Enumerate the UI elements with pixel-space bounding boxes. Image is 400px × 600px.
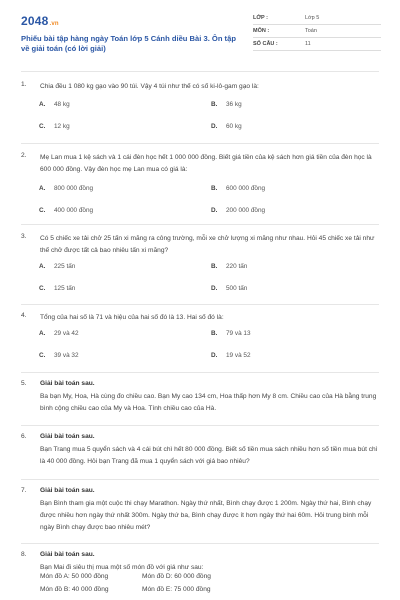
question-number: 7. [21, 487, 27, 494]
option-letter: A. [39, 263, 46, 270]
option-d[interactable] [208, 121, 368, 135]
option-letter: D. [211, 207, 218, 214]
option-letter: D. [211, 123, 218, 130]
meta-subject [253, 25, 381, 38]
option-letter: A. [39, 185, 46, 192]
divider [21, 425, 379, 426]
question-text: Có 5 chiếc xe tải chở 25 tấn xi măng ra công trường, mỗi xe chở lượng xi măng như nhau. Hỏi 45 chiếc xe tải như thế chở được tất cả bao nhiêu tấn xi măng? [40, 235, 375, 254]
divider [21, 372, 379, 373]
option-value: 60 kg [226, 123, 242, 130]
option-d[interactable] [208, 350, 368, 364]
option-value: 79 và 13 [226, 330, 251, 337]
option-b[interactable] [208, 183, 368, 197]
question-body: Bạn Bình tham gia một cuộc thi chạy Marathon. Ngày thứ nhất, Bình chạy được 1 200m. Ngày thứ hai, Bình chạy được nhiều hơn ngày thứ nhất 300m. Ngày thứ ba, Bình chạy được ít hơn ngày thứ hai 60m. Hỏi trung bình mỗi ngày Bình chạy được bao nhiêu mét? [40, 500, 372, 531]
question-heading: Giải bài toán sau. [40, 380, 95, 387]
site-logo[interactable] [21, 14, 59, 28]
question-number: 3. [21, 233, 27, 240]
divider [21, 543, 379, 544]
meta-grade-label: LỚP : [253, 15, 268, 21]
question-heading: Giải bài toán sau. [40, 551, 95, 558]
option-value: 200 000 đồng [226, 207, 266, 214]
option-letter: B. [211, 263, 218, 270]
price-item: Món đồ E: 75 000 đồng [142, 586, 211, 593]
option-a[interactable] [36, 328, 196, 342]
question-body: Bạn Mai đi siêu thị mua một số món đồ với giá như sau: [40, 564, 204, 571]
option-value: 29 và 42 [54, 330, 79, 337]
option-value: 220 tấn [226, 263, 248, 270]
option-a[interactable] [36, 99, 196, 113]
worksheet-title: Phiếu bài tập hàng ngày Toán lớp 5 Cánh diều Bài 3. Ôn tập về giải toán (có lời giải) [21, 34, 236, 53]
meta-question-count [253, 38, 381, 51]
option-value: 48 kg [54, 101, 70, 108]
option-b[interactable] [208, 99, 368, 113]
option-c[interactable] [36, 205, 196, 219]
option-letter: D. [211, 285, 218, 292]
option-value: 19 và 52 [226, 352, 251, 359]
option-value: 500 tấn [226, 285, 248, 292]
logo-text: 2048 [21, 14, 49, 28]
option-d[interactable] [208, 283, 368, 297]
option-c[interactable] [36, 350, 196, 364]
option-letter: A. [39, 101, 46, 108]
option-letter: B. [211, 330, 218, 337]
option-value: 12 kg [54, 123, 70, 130]
option-value: 39 và 32 [54, 352, 79, 359]
question-body: Bạn Trang mua 5 quyển sách và 4 cái bút chì hết 80 000 đồng. Biết số tiền mua sách nhiều hơn số tiền mua bút chì là 40 000 đồng. Hỏi bạn Trang đã mua 1 quyển sách với giá bao nhiêu? [40, 446, 378, 465]
option-value: 36 kg [226, 101, 242, 108]
option-c[interactable] [36, 121, 196, 135]
meta-grade-value: Lớp 5 [305, 15, 320, 21]
option-letter: B. [211, 185, 218, 192]
divider [21, 479, 379, 480]
option-letter: C. [39, 207, 46, 214]
price-item: Món đồ B: 40 000 đồng [40, 586, 109, 593]
divider [21, 224, 379, 225]
option-c[interactable] [36, 283, 196, 297]
divider [21, 143, 379, 144]
option-letter: C. [39, 123, 46, 130]
option-d[interactable] [208, 205, 368, 219]
option-value: 800 000 đồng [54, 185, 94, 192]
question-number: 1. [21, 81, 27, 88]
question-text: Chia đều 1 080 kg gạo vào 90 túi. Vậy 4 túi như thế có số ki-lô-gam gạo là: [40, 83, 259, 90]
question-number: 4. [21, 312, 27, 319]
question-number: 2. [21, 152, 27, 159]
price-item: Món đồ A: 50 000 đồng [40, 573, 109, 580]
question-text: Mẹ Lan mua 1 kệ sách và 1 cái đèn học hết 1 000 000 đồng. Biết giá tiền của kệ sách hơn giá tiền của đèn học là 600 000 đồng. Vậy đèn học mẹ Lan mua có giá là: [40, 154, 372, 173]
question-number: 8. [21, 551, 27, 558]
option-value: 600 000 đồng [226, 185, 266, 192]
question-text: Tổng của hai số là 71 và hiệu của hai số đó là 13. Hai số đó là: [40, 314, 224, 321]
divider [21, 304, 379, 305]
option-b[interactable] [208, 328, 368, 342]
logo-suffix: .vn [49, 21, 59, 27]
question-number: 5. [21, 380, 27, 387]
option-letter: D. [211, 352, 218, 359]
option-value: 125 tấn [54, 285, 76, 292]
worksheet-meta [253, 12, 381, 51]
meta-subject-label: MÔN : [253, 28, 270, 34]
meta-question-count-value: 11 [305, 41, 311, 47]
option-letter: C. [39, 285, 46, 292]
divider [21, 71, 379, 72]
option-letter: C. [39, 352, 46, 359]
option-b[interactable] [208, 261, 368, 275]
option-a[interactable] [36, 261, 196, 275]
question-number: 6. [21, 433, 27, 440]
worksheet-header [21, 12, 381, 62]
option-letter: B. [211, 101, 218, 108]
option-value: 225 tấn [54, 263, 76, 270]
price-item: Món đồ D: 60 000 đồng [142, 573, 211, 580]
meta-grade [253, 12, 381, 25]
option-a[interactable] [36, 183, 196, 197]
option-value: 400 000 đồng [54, 207, 94, 214]
meta-subject-value: Toán [305, 28, 317, 34]
question-heading: Giải bài toán sau. [40, 433, 95, 440]
option-letter: A. [39, 330, 46, 337]
meta-question-count-label: SỐ CÂU : [253, 41, 278, 47]
question-body: Ba bạn My, Hoa, Hà cùng đo chiều cao. Bạn My cao 134 cm, Hoa thấp hơn My 8 cm. Chiều cao của Hà bằng trung bình cộng chiều cao của My và Hoa. Tính chiều cao của Hà. [40, 393, 377, 412]
question-heading: Giải bài toán sau. [40, 487, 95, 494]
